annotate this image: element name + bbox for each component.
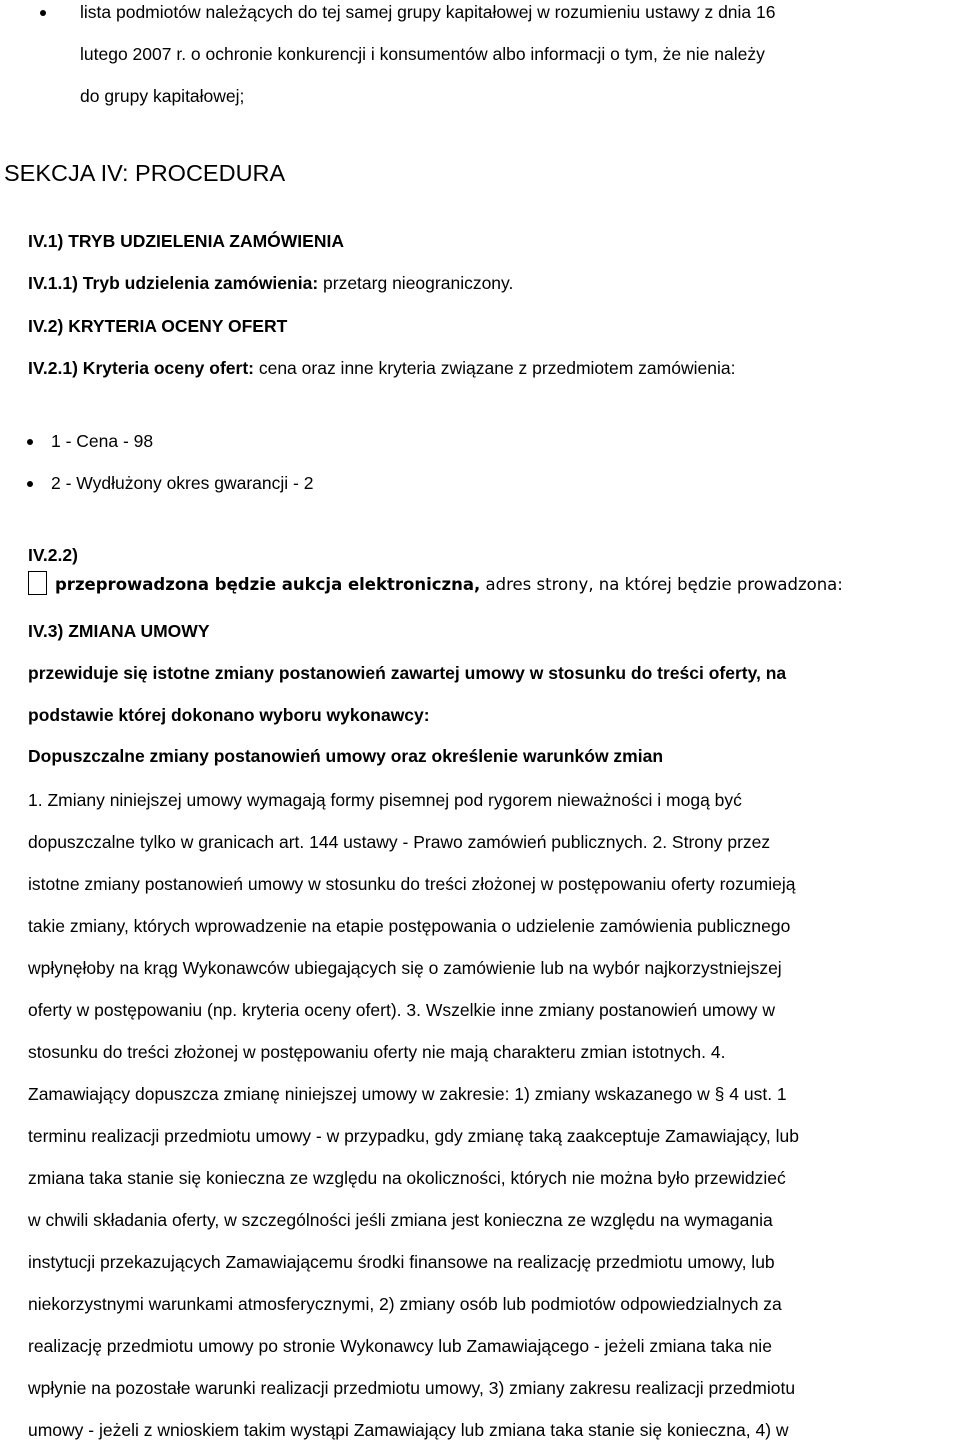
iv1-heading: IV.1) TRYB UDZIELENIA ZAMÓWIENIA [28,231,344,251]
iv3-body-line: dopuszczalne tylko w granicach art. 144 ustawy - Prawo zamówień publicznych. 2. Strony przez [28,832,771,852]
auction-rest: adres strony, na której będzie prowadzona: [480,575,843,594]
iv3-body-line: 1. Zmiany niniejszej umowy wymagają formy pisemnej pod rygorem nieważności i mogą być [28,790,742,810]
iv3-bold-line: podstawie której dokonano wyboru wykonawcy: [28,705,430,725]
iv3-body-line: realizację przedmiotu umowy po stronie Wykonawcy lub Zamawiającego - jeżeli zmiana taka nie [28,1336,772,1356]
iv3-body-line: umowy - jeżeli z wnioskiem takim wystąpi Zamawiający lub zmiana taka stanie się konieczna, 4) w [28,1420,789,1440]
iv3-body-line: w chwili składania oferty, w szczególności jeśli zmiana jest konieczna ze względu na wymagania [28,1210,773,1230]
iv2-1-value: cena oraz inne kryteria związane z przedmiotem zamówienia: [253,358,736,378]
iv3-body-line: instytucji przekazujących Zamawiającemu środki finansowe na realizację przedmiotu umowy, lub [28,1252,775,1272]
iv3-body-line: wpłynie na pozostałe warunki realizacji przedmiotu umowy, 3) zmiany zakresu realizacji przedmiotu [28,1378,796,1398]
iv3-body-line: istotne zmiany postanowień umowy w stosunku do treści złożonej w postępowaniu oferty rozumieją [28,874,796,894]
iv1-1-value: przetarg nieograniczony. [318,273,514,293]
criteria-bullet-dot [27,481,33,487]
bullet-text-line: lista podmiotów należących do tej samej grupy kapitałowej w rozumieniu ustawy z dnia 16 [80,2,776,22]
iv2-1-label: IV.2.1) Kryteria oceny ofert: [28,358,254,378]
iv3-body-line: niekorzystnymi warunkami atmosferycznymi, 2) zmiany osób lub podmiotów odpowiedzialnych za [28,1294,782,1314]
iv3-body-line: wpłynęłoby na krąg Wykonawców ubiegających się o zamówienie lub na wybór najkorzystniejszej [28,958,782,978]
auction-checkbox[interactable] [28,571,47,595]
section-title: SEKCJA IV: PROCEDURA [4,160,286,186]
iv1-1-line [28,273,513,293]
bullet-text-line: lutego 2007 r. o ochronie konkurencji i konsumentów albo informacji o tym, że nie należy [80,44,765,64]
criteria-bullet-dot [27,439,33,445]
iv3-body-line: Zamawiający dopuszcza zmianę niniejszej umowy w zakresie: 1) zmiany wskazanego w § 4 ust. 1 [28,1084,787,1104]
iv3-body-line: stosunku do treści złożonej w postępowaniu oferty nie mają charakteru zmian istotnych. 4. [28,1042,726,1062]
iv3-heading: IV.3) ZMIANA UMOWY [28,621,210,641]
iv3-body-line: terminu realizacji przedmiotu umowy - w przypadku, gdy zmianę taką zaakceptuje Zamawiający, lub [28,1126,799,1146]
criteria-item: 2 - Wydłużony okres gwarancji - 2 [51,473,314,493]
iv2-1-line [28,358,735,378]
iv1-1-label: IV.1.1) Tryb udzielenia zamówienia: [28,273,319,293]
iv3-body-line: zmiana taka stanie się konieczna ze względu na okoliczności, których nie można było przewidzieć [28,1168,786,1188]
iv3-bold-line: Dopuszczalne zmiany postanowień umowy oraz określenie warunków zmian [28,746,664,766]
bullet-text-line: do grupy kapitałowej; [80,86,245,106]
bullet-dot [40,10,46,16]
auction-line [55,575,843,595]
iv3-body-line: oferty w postępowaniu (np. kryteria oceny ofert). 3. Wszelkie inne zmiany postanowień umowy w [28,1000,775,1020]
iv2-2-label: IV.2.2) [28,545,78,565]
auction-bold: przeprowadzona będzie aukcja elektroniczna, [55,575,481,594]
iv3-bold-line: przewiduje się istotne zmiany postanowień zawartej umowy w stosunku do treści oferty, na [28,663,787,683]
iv2-heading: IV.2) KRYTERIA OCENY OFERT [28,316,288,336]
criteria-item: 1 - Cena - 98 [51,431,154,451]
iv3-body-line: takie zmiany, których wprowadzenie na etapie postępowania o udzielenie zamówienia publicznego [28,916,791,936]
